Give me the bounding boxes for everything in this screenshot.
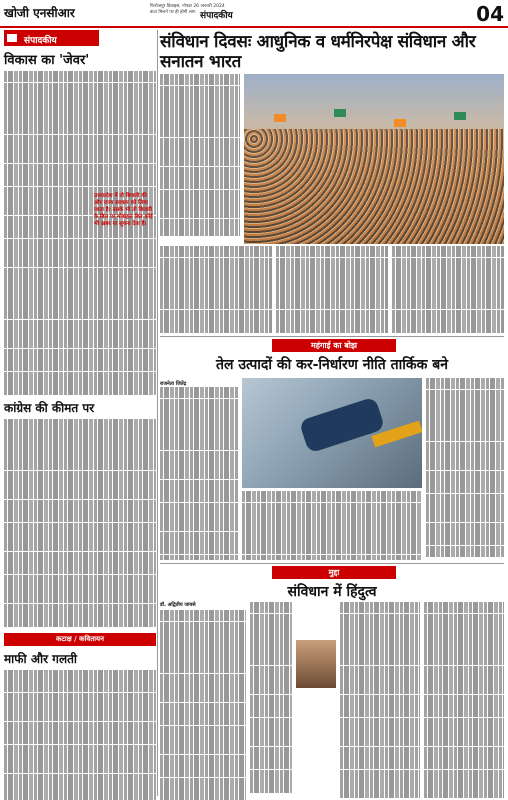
article-mudda-col2 — [250, 602, 292, 793]
mehngai-headline: तेल उत्पादों की कर-निर्धारण नीति तार्किक बने — [215, 357, 449, 373]
article-sanvidhan-col3 — [276, 246, 388, 333]
author-photo — [296, 640, 336, 688]
author-byline: डॉ. अद्वितीय जायसे — [160, 602, 196, 608]
article-vikas-body — [4, 71, 156, 395]
headline-maafi: माफी और गलती — [4, 651, 78, 666]
article-sanvidhan-col1 — [160, 74, 240, 242]
mudda-headline: संविधान में हिंदुत्व — [287, 584, 377, 600]
pull-quote: उत्तरप्रदेश में तो बिजली की और राज्य सरकार को लिया जाता है। उसके भी तो बिजली के बिल पर मोबाइल बिल कोई भी ख़बर या सूचना देता है। — [94, 193, 153, 227]
article-maafi-body — [4, 670, 156, 800]
column-divider — [157, 30, 158, 796]
article-sanvidhan-col2 — [160, 246, 272, 333]
article-mudda-col1 — [160, 602, 246, 800]
headline-congress: कांग्रेस की कीमत पर — [4, 400, 95, 415]
left-column — [4, 30, 156, 796]
article-congress-body — [4, 419, 156, 627]
main-headline: संविधान दिवसः आधुनिक व धर्मनिरपेक्ष संविधान और सनातन भारत — [160, 32, 476, 72]
kicker: राजनेता जितेंद्र — [160, 381, 187, 387]
crowd-photo — [244, 74, 504, 244]
mudda-banner: मुद्दा — [272, 566, 396, 579]
article-sanvidhan-col4 — [392, 246, 504, 333]
masthead — [0, 0, 508, 28]
fuel-pump-photo — [242, 378, 422, 488]
article-mudda-col4 — [424, 602, 504, 799]
page-section-label: संपादकीय — [200, 11, 233, 21]
date-line: फिरोजपुर डिवाइस, नोएडा 26 जनवरी 2024 डाटा मिलने पर ही होगी लाग — [150, 4, 225, 15]
newspaper-brand: खोजी एनसीआर — [4, 6, 75, 20]
article-mudda-col3 — [340, 602, 420, 799]
article-mehngai-col1 — [160, 378, 238, 560]
article-mehngai-col2 — [242, 491, 422, 560]
page-number: 04 — [476, 2, 504, 26]
mehngai-banner: महंगाई का बोझ — [272, 339, 396, 352]
headline-vikas: विकास का 'जेवर' — [4, 53, 90, 68]
editorial-banner: संपादकीय — [4, 30, 99, 46]
article-mehngai-col3 — [426, 378, 504, 557]
section-divider — [160, 563, 504, 564]
section-divider — [160, 336, 504, 337]
kataksh-banner: कटाक्ष / कवितायन — [4, 633, 156, 646]
